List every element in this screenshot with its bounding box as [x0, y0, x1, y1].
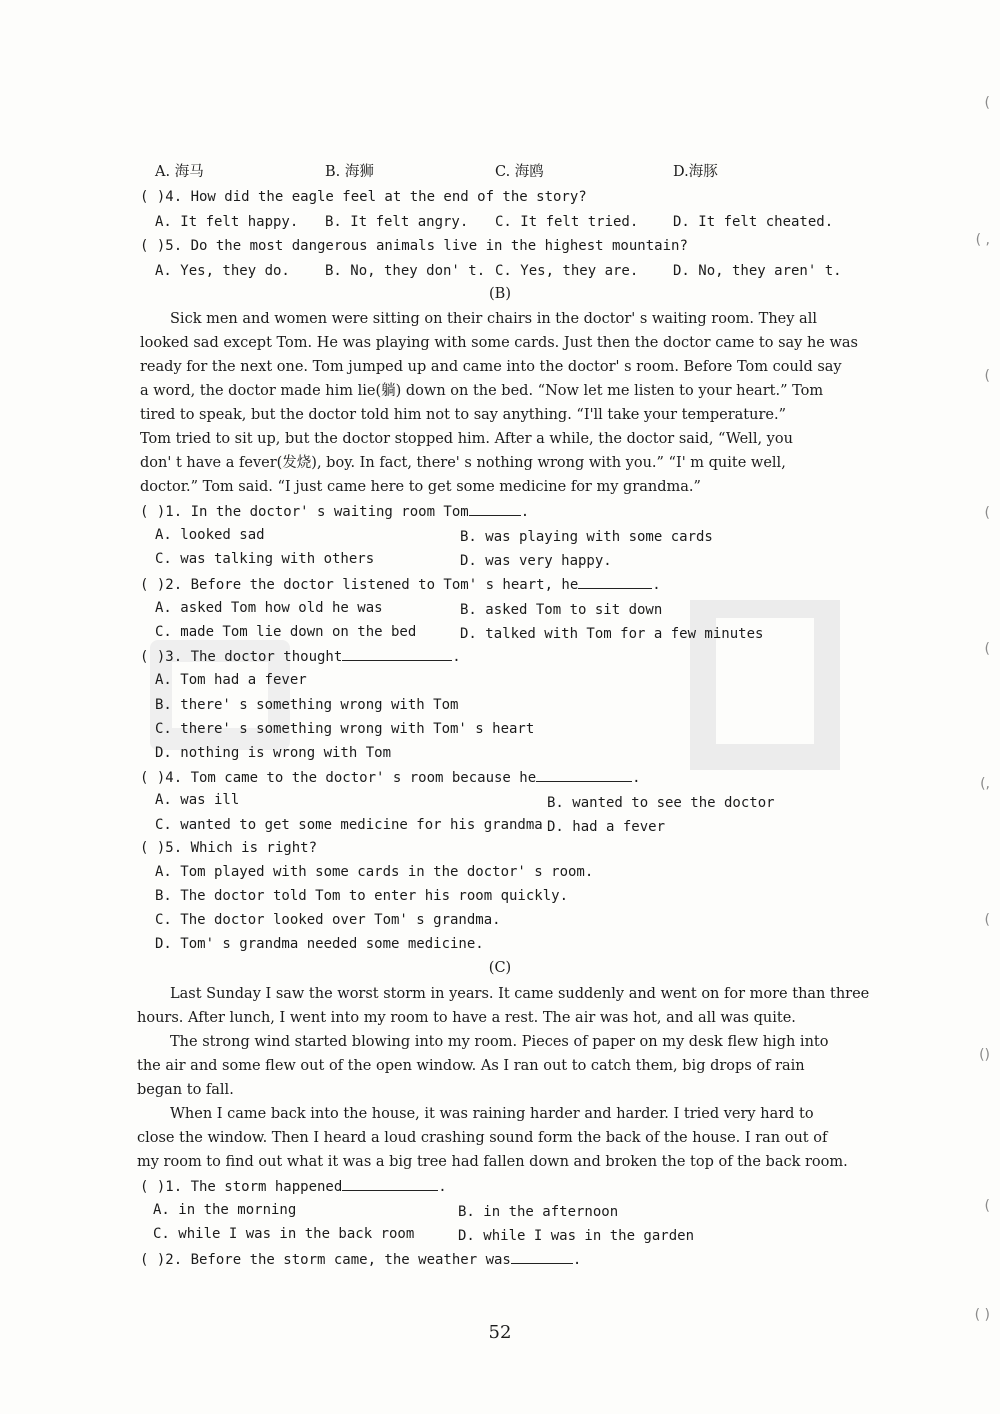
answer-blank[interactable] — [536, 767, 632, 782]
option-d: D. while I was in the garden — [458, 1228, 695, 1244]
margin-mark: ( — [984, 1198, 990, 1214]
margin-mark: ( , — [975, 232, 990, 248]
option-c: C. was talking with others — [155, 551, 375, 567]
option-a: A. was ill — [155, 792, 240, 808]
option-b: B. was playing with some cards — [460, 529, 713, 545]
passage-line: a word, the doctor made him lie(躺) down on the bed. “Now let me listen to your heart.” Tom — [140, 383, 824, 399]
question-stem: ( )3. The doctor thought . — [140, 646, 461, 667]
question-stem: ( )5. Which is right? — [140, 840, 318, 856]
passage-line: my room to find out what it was a big tree had fallen down and broken the top of the back room. — [137, 1154, 848, 1170]
passage-line: close the window. Then I heard a loud crashing sound form the back of the house. I ran out of — [137, 1130, 828, 1146]
option-c: C. while I was in the back room — [153, 1226, 415, 1242]
margin-mark: () — [979, 1047, 990, 1063]
option-a: A. in the morning — [153, 1202, 297, 1218]
option-c: C. wanted to get some medicine for his grandma — [155, 817, 543, 833]
answer-blank[interactable] — [342, 646, 452, 661]
option-d: D. No, they aren' t. — [673, 263, 842, 279]
passage-line: Tom tried to sit up, but the doctor stopped him. After a while, the doctor said, “Well, you — [140, 431, 793, 447]
margin-mark: ( — [984, 912, 990, 928]
option-d: D. talked with Tom for a few minutes — [460, 626, 764, 642]
option-b: B. in the afternoon — [458, 1204, 619, 1220]
option-a: A. Yes, they do. — [155, 263, 290, 279]
margin-mark: ( — [984, 641, 990, 657]
passage-line: the air and some flew out of the open window. As I ran out to catch them, big drops of rain — [137, 1058, 805, 1074]
option-c: C. there' s something wrong with Tom' s heart — [155, 721, 535, 737]
option-d: D. It felt cheated. — [673, 214, 834, 230]
option-a: A. looked sad — [155, 527, 265, 543]
passage-line: ready for the next one. Tom jumped up and came into the doctor' s room. Before Tom could say — [140, 359, 842, 375]
question-stem: ( )1. The storm happened . — [140, 1176, 447, 1197]
passage-line: doctor.” Tom said. “I just came here to get some medicine for my grandma.” — [140, 479, 701, 495]
option-c: C. It felt tried. — [495, 214, 639, 230]
passage-line: hours. After lunch, I went into my room to have a rest. The air was hot, and all was quite. — [137, 1010, 796, 1026]
passage-line: Last Sunday I saw the worst storm in years. It came suddenly and went on for more than three — [170, 986, 870, 1002]
margin-mark: (, — [980, 776, 990, 792]
passage-line: began to fall. — [137, 1082, 234, 1098]
question-stem: ( )2. Before the doctor listened to Tom' s heart, he . — [140, 574, 661, 595]
question-stem: ( )4. How did the eagle feel at the end of the story? — [140, 189, 587, 205]
option-a: A. Tom had a fever — [155, 672, 307, 688]
question-stem: ( )2. Before the storm came, the weather was . — [140, 1249, 581, 1270]
passage-line: When I came back into the house, it was raining harder and harder. I tried very hard to — [170, 1106, 814, 1122]
option-b: B. No, they don' t. — [325, 263, 486, 279]
option-d: D. nothing is wrong with Tom — [155, 745, 392, 761]
option-a: A. Tom played with some cards in the doctor' s room. — [155, 864, 594, 880]
option-d: D. had a fever — [547, 819, 666, 835]
margin-mark: ( — [984, 368, 990, 384]
answer-blank[interactable] — [511, 1249, 573, 1264]
option-b: B. asked Tom to sit down — [460, 602, 663, 618]
page-number: 52 — [488, 1322, 512, 1343]
option-c: C. Yes, they are. — [495, 263, 639, 279]
option-a: A. asked Tom how old he was — [155, 600, 383, 616]
answer-blank[interactable] — [342, 1176, 438, 1191]
passage-line: looked sad except Tom. He was playing with some cards. Just then the doctor came to say he was — [140, 335, 858, 351]
answer-blank[interactable] — [578, 574, 652, 589]
q3-option-c: C. 海鸥 — [495, 164, 544, 180]
option-d: D. Tom' s grandma needed some medicine. — [155, 936, 484, 952]
option-b: B. It felt angry. — [325, 214, 469, 230]
section-heading-b: (B) — [489, 286, 511, 302]
option-d: D. was very happy. — [460, 553, 612, 569]
passage-line: The strong wind started blowing into my room. Pieces of paper on my desk flew high into — [170, 1034, 829, 1050]
option-b: B. wanted to see the doctor — [547, 795, 775, 811]
option-c: C. The doctor looked over Tom' s grandma. — [155, 912, 501, 928]
section-heading-c: (C) — [488, 960, 512, 976]
option-c: C. made Tom lie down on the bed — [155, 624, 417, 640]
option-b: B. there' s something wrong with Tom — [155, 697, 459, 713]
passage-line: don' t have a fever(发烧), boy. In fact, there' s nothing wrong with you.” “I' m quite well, — [140, 455, 786, 471]
q3-option-a: A. 海马 — [155, 164, 204, 180]
option-a: A. It felt happy. — [155, 214, 299, 230]
passage-line: Sick men and women were sitting on their chairs in the doctor' s waiting room. They all — [170, 311, 817, 327]
question-stem: ( )1. In the doctor' s waiting room Tom . — [140, 501, 529, 522]
margin-mark: ( — [984, 505, 990, 521]
margin-mark: ( — [984, 95, 990, 111]
q3-option-d: D.海豚 — [673, 164, 718, 180]
option-b: B. The doctor told Tom to enter his room quickly. — [155, 888, 569, 904]
answer-blank[interactable] — [469, 501, 521, 516]
question-stem: ( )5. Do the most dangerous animals live in the highest mountain? — [140, 238, 688, 254]
question-stem: ( )4. Tom came to the doctor' s room because he . — [140, 767, 641, 788]
passage-line: tired to speak, but the doctor told him not to say anything. “I'll take your temperature.” — [140, 407, 786, 423]
q3-option-b: B. 海狮 — [325, 164, 374, 180]
margin-mark: ( ) — [974, 1307, 990, 1323]
